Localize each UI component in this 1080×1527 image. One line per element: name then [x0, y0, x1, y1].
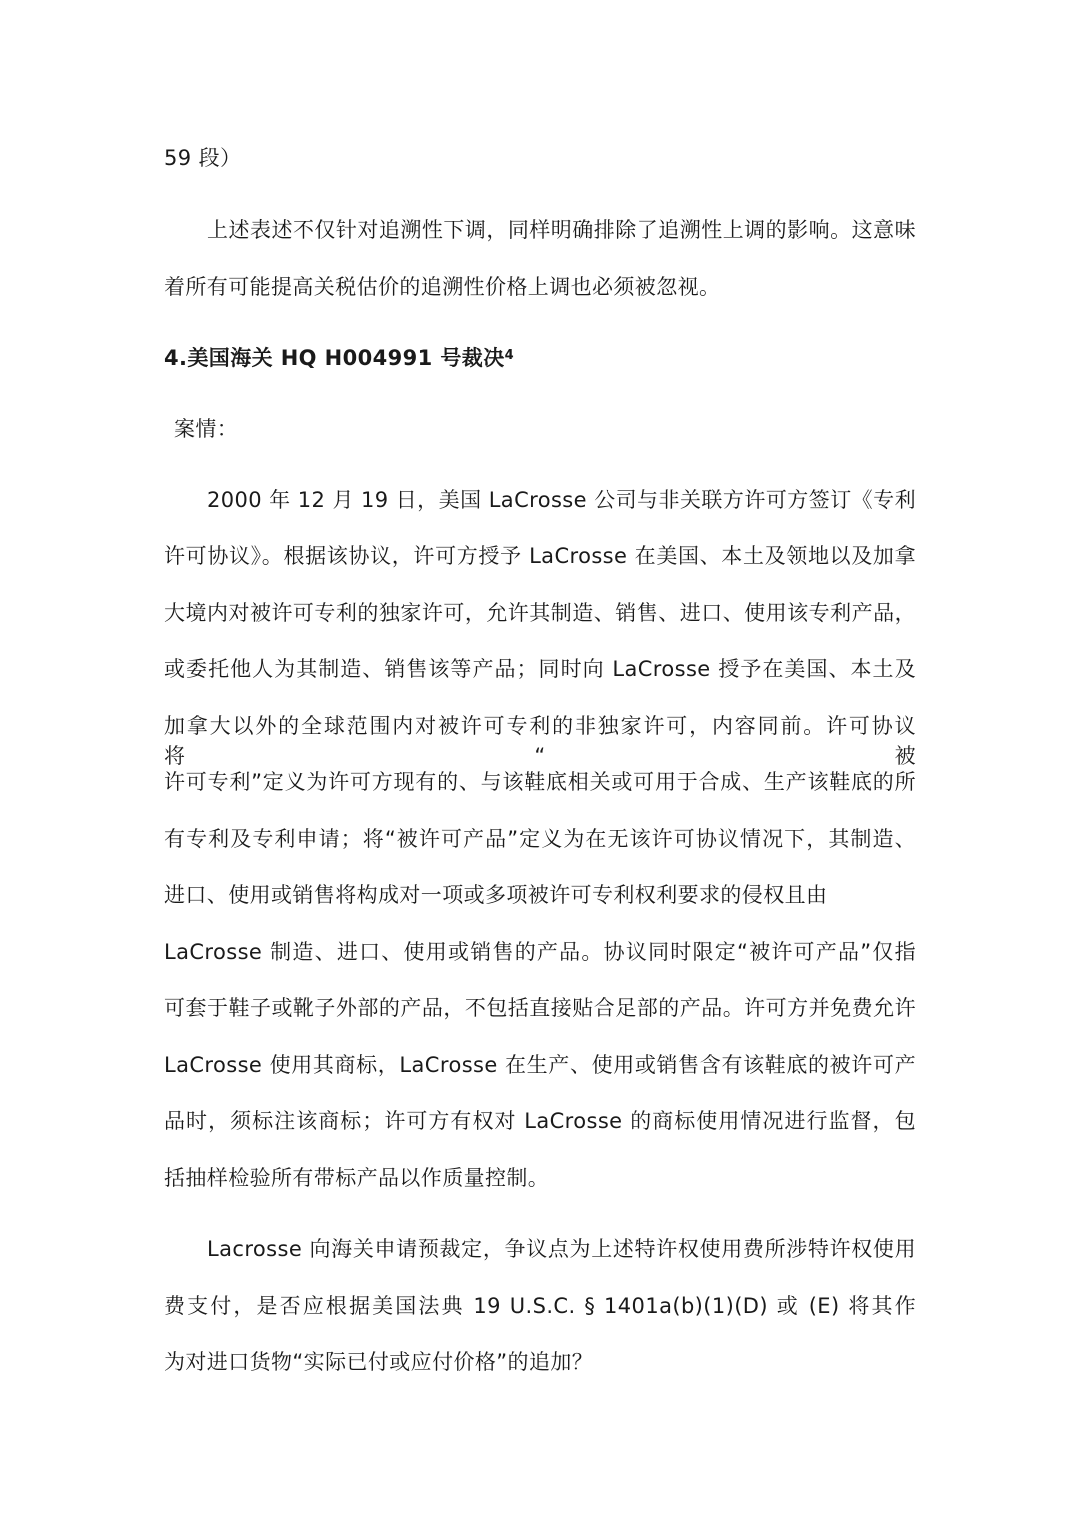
section-heading	[164, 343, 514, 373]
paragraph-line: 上述表述不仅针对追溯性下调，同样明确排除了追溯性上调的影响。这意味	[207, 218, 916, 242]
paragraph-line: Lacrosse 向海关申请预裁定，争议点为上述特许权使用费所涉特许权使用	[207, 1237, 916, 1261]
paragraph-line: LaCrosse 制造、进口、使用或销售的产品。协议同时限定“被许可产品”仅指	[164, 940, 916, 964]
case-label: 案情：	[174, 417, 239, 441]
paragraph-line: 费支付，是否应根据美国法典 19 U.S.C. § 1401a(b)(1)(D) 或 (E) 将其作	[164, 1294, 916, 1318]
paragraph-line: 许可专利”定义为许可方现有的、与该鞋底相关或可用于合成、生产该鞋底的所	[164, 770, 916, 794]
paragraph-line: 可套于鞋子或靴子外部的产品，不包括直接贴合足部的产品。许可方并免费允许	[164, 996, 916, 1020]
paragraph-line: 大境内对被许可专利的独家许可，允许其制造、销售、进口、使用该专利产品，	[164, 601, 916, 625]
document-page	[164, 0, 920, 1527]
footnote-marker: 4	[504, 348, 515, 363]
continuation-text: 59 段）	[164, 146, 242, 170]
paragraph-line: 着所有可能提高关税估价的追溯性价格上调也必须被忽视。	[164, 275, 721, 299]
paragraph-line: 括抽样检验所有带标产品以作质量控制。	[164, 1166, 550, 1190]
paragraph-line: 品时，须标注该商标；许可方有权对 LaCrosse 的商标使用情况进行监督，包	[164, 1109, 916, 1133]
paragraph-line: 2000 年 12 月 19 日，美国 LaCrosse 公司与非关联方许可方签订《专利	[207, 488, 916, 512]
paragraph-line: 加拿大以外的全球范围内对被许可专利的非独家许可，内容同前。许可协议将“被	[164, 714, 916, 768]
section-heading-text: 4.美国海关 HQ H004991 号裁决	[164, 346, 505, 370]
paragraph-line: LaCrosse 使用其商标，LaCrosse 在生产、使用或销售含有该鞋底的被许可产	[164, 1053, 916, 1077]
paragraph-line: 或委托他人为其制造、销售该等产品；同时向 LaCrosse 授予在美国、本土及	[164, 657, 916, 681]
paragraph-line: 许可协议》。根据该协议，许可方授予 LaCrosse 在美国、本土及领地以及加拿	[164, 544, 916, 568]
paragraph-line: 进口、使用或销售将构成对一项或多项被许可专利权利要求的侵权且由	[164, 883, 828, 907]
paragraph-line: 为对进口货物“实际已付或应付价格”的追加？	[164, 1350, 594, 1374]
paragraph-line: 有专利及专利申请；将“被许可产品”定义为在无该许可协议情况下，其制造、	[164, 827, 916, 851]
